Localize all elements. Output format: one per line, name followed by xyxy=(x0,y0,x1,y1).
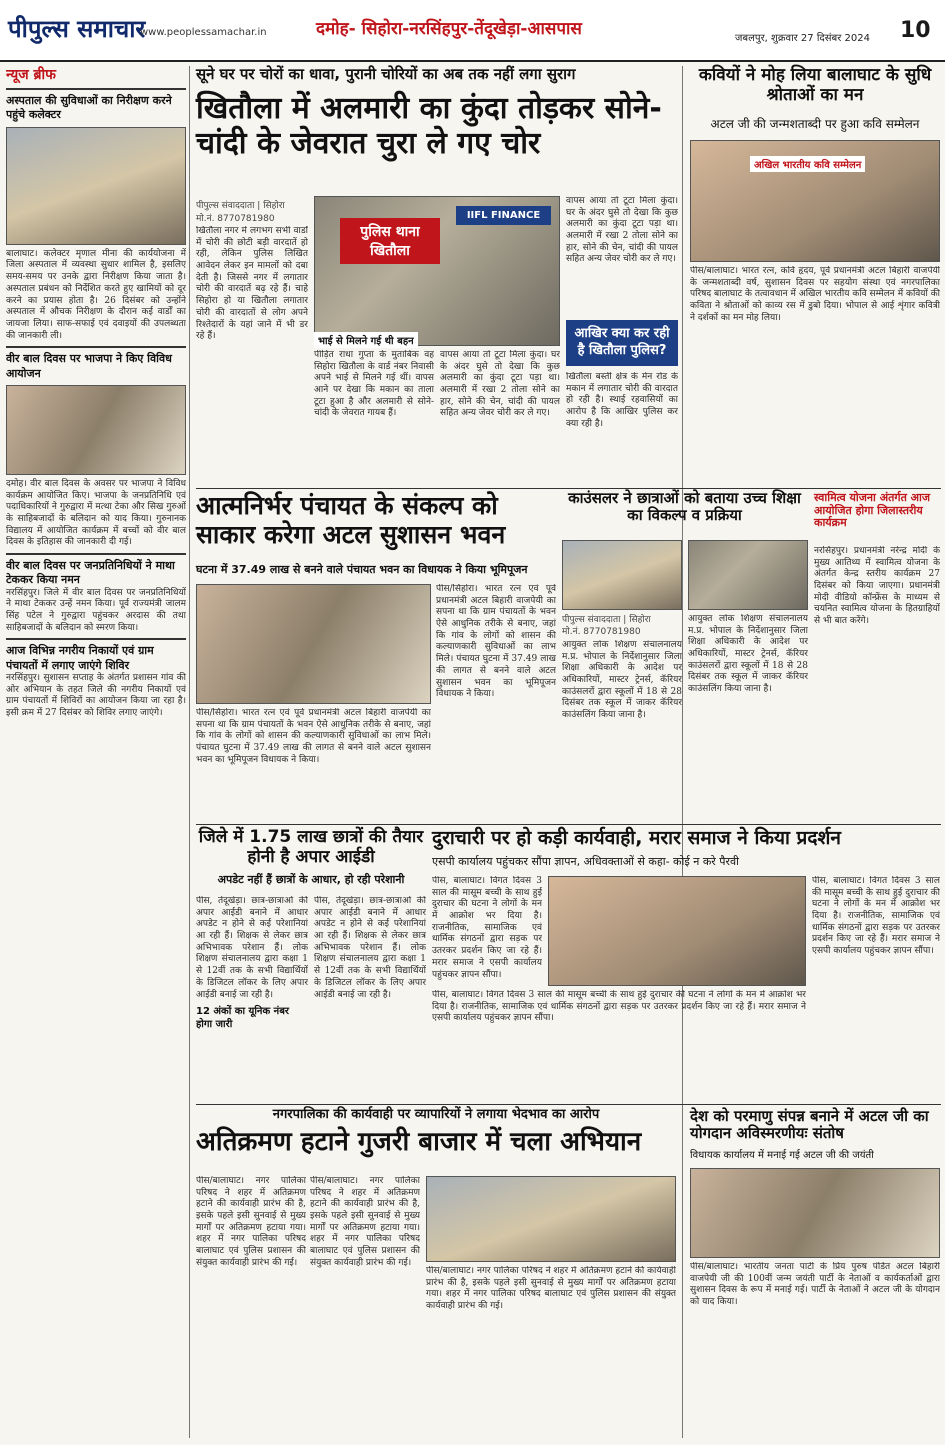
story1-body-col1 xyxy=(196,226,308,481)
counsel-body-col2 xyxy=(688,614,808,818)
gujri-text: पीस/बालाघाट। नगर पालिका परिषद ने शहर में अतिक्रमण हटाने की कार्यवाही प्रारंभ की है, इसके पहले इसी सुनवाई से मुख्य मार्गों पर अतिक्रमण हटाया गया। शहर में नगर पालिका परिषद बालाघाट एवं पुलिस प्रशासन की संयुक्त कार्यवाही प्रारंभ की गई। xyxy=(426,1266,676,1312)
atal-text: पीस/बालाघाट। भारतीय जनता पार्टी के प्रिय पुरुष पंडित अटल बिहारी वाजपेयी जी की 100वीं जन्म जयंती पार्टी के नेताओं व कार्यकर्ताओं द्वारा सुशासन दिवस के रूप में मनाई गई। पार्टी के नेताओं ने अटल जी के योगदान को याद किया। xyxy=(690,1262,940,1308)
brief-headline: वीर बाल दिवस पर भाजपा ने किए विविध आयोजन xyxy=(6,352,172,380)
gujri-text: पीस/बालाघाट। नगर पालिका परिषद ने शहर में अतिक्रमण हटाने की कार्यवाही प्रारंभ की है, इसके पहले इसी सुनवाई से मुख्य मार्गों पर अतिक्रमण हटाया गया। शहर में नगर पालिका परिषद बालाघाट एवं पुलिस प्रशासन की संयुक्त कार्यवाही प्रारंभ की गई। xyxy=(196,1176,306,1268)
masthead xyxy=(0,0,945,62)
hospital-photo xyxy=(6,127,186,245)
news-brief-column xyxy=(6,66,186,1438)
story1-headline: खितौला में अलमारी का कुंदा तोड़कर सोने-चांदी के जेवरात चुरा ले गए चोर xyxy=(196,91,662,161)
apaar-subheading: 12 अंकों का यूनिक नंबर होगा जारी xyxy=(196,1006,289,1031)
brief-body: दमोह। वीर बाल दिवस के अवसर पर भाजपा ने विविध कार्यक्रम आयोजित किए। भाजपा के जनप्रतिनिधि एवं पदाधिकारियों ने गुरुद्वारा में मत्था टेका और सिख गुरुओं के साहिबजादों के बलिदान को याद किया। गुरुनानक विद्यालय में आयोजित कार्यक्रम में बच्चों को वीर बाल दिवस के इतिहास की जानकारी दी गई। xyxy=(6,478,186,548)
story1-body-col4 xyxy=(566,196,678,316)
counsel-body xyxy=(562,640,682,818)
panchayat-text: पीस/सिहोरा। भारत रत्न एवं पूर्व प्रधानमंत्री अटल बिहारी वाजपेयी का सपना था कि ग्राम पंचायतों के भवन ऐसे आधुनिक तरीके से बनाए, जहां कि गांव के लोगों को शासन की कल्याणकारी सुविधाओं का लाभ मिले। पंचायत घुटना में 37.49 लाख की लागत से बनने वाले अटल सुशासन भवन का भूमिपूजन विधायक ने किया। xyxy=(196,708,431,765)
marar-headline: दुराचारी पर हो कड़ी कार्यवाही, मरार समाज ने किया प्रदर्शन xyxy=(432,827,841,849)
counsel-photo xyxy=(562,540,682,610)
gujri-body xyxy=(196,1176,306,1438)
panchayat-headline: आत्मनिर्भर पंचायत के संकल्प को साकार करेगा अटल सुशासन भवन xyxy=(196,491,506,549)
callout-body xyxy=(566,372,678,482)
brief-body: नरसिंहपुर। जिले में वीर बाल दिवस पर जनप्रतिनिधियों ने माथा टेककर उन्हें नमन किया। पूर्व राज्यमंत्री जालम सिंह पटेल ने गुरुद्वारा पहुंचकर अरदास की तथा साहिबजादों के बलिदान को स्मरण किया। xyxy=(6,587,186,633)
swamitva-headline: स्वामित्व योजना अंतर्गत आज आयोजित होगा जिलास्तरीय कार्यक्रम xyxy=(814,491,931,530)
khitaula-police-callout: आखिर क्या कर रही है खितौला पुलिस? xyxy=(566,320,678,366)
apaar-body xyxy=(196,896,308,1098)
police-station-sign: पुलिस थाना खितौला xyxy=(340,218,440,264)
apaar-subhead: अपडेट नहीं हैं छात्रों के आधार, हो रही परेशानी xyxy=(217,873,405,886)
brief-body: बालाघाट। कलेक्टर मृणाल मीना की कार्ययोजना में जिला अस्पताल में व्यवस्था सुधार शामिल है, इसलिए समय-समय पर उनके द्वारा निरीक्षण किया जाता है। अस्पताल प्रबंधन को निर्देशित करते हुए खामियों को दूर करने का प्रयास होता है। 26 दिसंबर को उन्होंने अस्पताल में औचक निरीक्षण के दौरान कई वार्डों का जायजा लिया। साफ-सफाई एवं दवाइयों की उपलब्धता की जानकारी ली। xyxy=(6,248,186,341)
section-divider xyxy=(196,824,941,825)
marar-text: पीस, बालाघाट। विगत दिवस 3 साल की मासूम बच्ची के साथ हुई दुराचार की घटना ने लोगों के मन में आक्रोश भर दिया है। राजनीतिक, सामाजिक एवं धार्मिक संगठनों द्वारा सड़क पर उतरकर प्रदर्शन किए जा रहे हैं। मरार समाज ने एसपी कार्यालय पहुंचकर ज्ञापन सौंपा। xyxy=(432,990,806,1024)
panchayat-body xyxy=(196,708,431,818)
column-divider xyxy=(189,66,190,1438)
panchayat-body-col2 xyxy=(436,584,556,818)
site-url: www.peoplessamachar.in xyxy=(140,27,267,38)
section-divider xyxy=(196,1104,941,1105)
story1-mobile: मो.नं. 8770781980 xyxy=(196,214,275,224)
brief-headline: आज विभिन्न नगरीय निकायों एवं ग्राम पंचायतों में लगाए जाएंगे शिविर xyxy=(6,644,154,672)
story1-body-col3 xyxy=(440,350,560,482)
page-number: 10 xyxy=(900,18,931,43)
column-divider xyxy=(682,1108,683,1438)
swamitva-text: नरसिंहपुर। प्रधानमंत्री नरेन्द्र मोदी के मुख्य आतिथ्य में स्वामित्व योजना के अंतर्गत केन्द्र स्तरीय कार्यक्रम 27 दिसंबर को किया जाएगा। प्रधानमंत्री मोदी वीडियो कॉन्फ्रेंस के माध्यम से चयनित स्वामित्व योजना के हितग्राहियों से भी बात करेंगे। xyxy=(814,546,940,627)
callout-text: खितौला बस्ती क्षेत्र के मेन रोड के मकान में लगातार चोरी की वारदात हो रही है। स्थाई रहवासियों का आरोप है कि आखिर पुलिस कर क्या रही है। xyxy=(566,372,678,429)
counsel-headline: काउंसलर ने छात्राओं को बताया उच्च शिक्षा का विकल्प व प्रक्रिया xyxy=(568,489,801,525)
marar-body-2 xyxy=(432,990,806,1098)
counsel-byline: पीपुल्स संवाददाता | सिहोरा xyxy=(562,615,651,625)
gujri-headline: अतिक्रमण हटाने गुजरी बाजार में चला अभियान xyxy=(196,1127,642,1157)
counsel-text: आयुक्त लोक शिक्षण संचालनालय म.प्र. भोपाल के निर्देशानुसार जिला शिक्षा अधिकारी के आदेश पर अधिकारियों, मास्टर ट्रेनर्स, कॅरियर काउंसलरों द्वारा स्कूलों में 18 से 28 दिसंबर तक स्कूल में जाकर कॅरियर काउंसलिंग किया जाना है। xyxy=(562,640,682,721)
counsel-photo-2 xyxy=(688,540,808,610)
bhoomipujan-photo xyxy=(196,584,431,704)
finance-sign: IIFL FINANCE xyxy=(456,206,551,225)
story1-text: वापस आया तो टूटा मिला कुंदा। घर के अंदर घुसे तो देखा कि कुछ अलमारी का कुंदा टूटा पड़ा था। अलमारी में रखा 2 तोला सोने का हार, सोने की चेन, चांदी की पायल सहित अन्य जेवर चोरी कर ले गए। xyxy=(566,196,678,265)
atal-headline: देश को परमाणु संपन्न बनाने में अटल जी का योगदान अविस्मरणीयः संतोष xyxy=(690,1107,929,1143)
poets-text: पीस/बालाघाट। भारत रत्न, कवि हृदय, पूर्व प्रधानमंत्री अटल बिहारी वाजपेयी के जन्मशताब्दी वर्ष, सुशासन दिवस पर सहयोग संस्था एवं नगरपालिका परिषद बालाघाट के तत्वावधान में अखिल भारतीय कवि सम्मेलन में कवियों की कविता ने श्रोताओं को काव्य रस में डुबो दिया। भोपाल से आई शृंगार कवित्री ने दर्शकों का मन मोह लिया। xyxy=(690,266,940,323)
swamitva-body xyxy=(814,546,940,818)
poets-body xyxy=(690,266,940,484)
atal-subhead: विधायक कार्यालय में मनाई गई अटल जी की जयंती xyxy=(690,1150,874,1161)
story1-body-col2 xyxy=(314,350,434,482)
panchayat-subhead: घटना में 37.49 लाख से बनने वाले पंचायत भवन का विधायक ने किया भूमिपूजन xyxy=(196,563,528,576)
gujri-body-col3 xyxy=(426,1266,676,1438)
brief-headline: वीर बाल दिवस पर जनप्रतिनिधियों ने माथा टेककर किया नमन xyxy=(6,559,175,587)
marar-body-col3 xyxy=(812,876,940,1098)
gujri-kicker: नगरपालिका की कार्यवाही पर व्यापारियों ने लगाया भेदभाव का आरोप xyxy=(272,1107,600,1122)
poets-subhead: अटल जी की जन्मशताब्दी पर हुआ कवि सम्मेलन xyxy=(710,117,920,131)
apaar-body-col2 xyxy=(314,896,426,1098)
apaar-headline: जिले में 1.75 लाख छात्रों की तैयार होनी है अपार आईडी xyxy=(198,827,424,867)
gujri-body-col2 xyxy=(310,1176,420,1438)
bjp-event-photo xyxy=(6,385,186,475)
counsel-mobile: मो.नं. 8770781980 xyxy=(562,627,641,637)
marar-text: पीस, बालाघाट। विगत दिवस 3 साल की मासूम बच्ची के साथ हुई दुराचार की घटना ने लोगों के मन में आक्रोश भर दिया है। राजनीतिक, सामाजिक एवं धार्मिक संगठनों द्वारा सड़क पर उतरकर प्रदर्शन किए जा रहे हैं। मरार समाज ने एसपी कार्यालय पहुंचकर ज्ञापन सौंपा। xyxy=(432,876,542,980)
story1-text: खितौला नगर में लगभग सभी वार्डों में चोरी की छोटी बड़ी वारदातें हो रही, लेकिन पुलिस लिखित आवेदन लेकर इन मामलों को दबा देती है। जिससे नगर में लगातार चोरी की वारदातें बढ़ रहे हैं। चाहे सिहोरा हो या खितौला लगातार चोरी की वारदातों से लोग अपने रिश्तेदारों के यहां जाने में भी डर रहे हैं। xyxy=(196,226,308,342)
brief-label: न्यूज ब्रीफ xyxy=(6,67,56,83)
panchayat-text: पीस/सिहोरा। भारत रत्न एवं पूर्व प्रधानमंत्री अटल बिहारी वाजपेयी का सपना था कि ग्राम पंचायतों के भवन ऐसे आधुनिक तरीके से बनाए, जहां कि गांव के लोगों को शासन की कल्याणकारी सुविधाओं का लाभ मिले। पंचायत घुटना में 37.49 लाख की लागत से बनने वाले अटल सुशासन भवन का भूमिपूजन विधायक ने किया। xyxy=(436,584,556,700)
jayanti-photo xyxy=(690,1168,940,1258)
story1-text: पीड़ित राधा गुप्ता के मुताबिक वह सिहोरा खितौला के वार्ड नंबर निवासी अपने भाई से मिलने गई थीं। वापस आने पर देखा कि मकान का ताला टूटा हुआ है और अलमारी से सोने-चांदी के जेवरात गायब हैं। xyxy=(314,350,434,419)
apaar-text: पीस, तेंदूखेड़ा। छात्र-छात्राओं की अपार आईडी बनाने में आधार अपडेट न होने से कई परेशानियां आ रही हैं। शिक्षक से लेकर छात्र अभिभावक परेशान हैं। लोक शिक्षण संचालनालय द्वारा कक्षा 1 से 12वीं तक के सभी विद्यार्थियों के डिजिटल लॉकर के लिए अपार आईडी बनाई जा रही है। xyxy=(314,896,426,1000)
photo-caption: भाई से मिलने गई थी बहन xyxy=(314,332,418,348)
poets-headline: कवियों ने मोह लिया बालाघाट के सुधि श्रोताओं का मन xyxy=(698,65,932,105)
protest-photo xyxy=(548,876,806,986)
marar-subhead: एसपी कार्यालय पहुंचकर सौंपा ज्ञापन, अधिवक्ताओं से कहा- कोई न करे पैरवी xyxy=(432,855,739,868)
apaar-text: पीस, तेंदूखेड़ा। छात्र-छात्राओं की अपार आईडी बनाने में आधार अपडेट न होने से कई परेशानियां आ रही हैं। शिक्षक से लेकर छात्र अभिभावक परेशान हैं। लोक शिक्षण संचालनालय द्वारा कक्षा 1 से 12वीं तक के सभी विद्यार्थियों के डिजिटल लॉकर के लिए अपार आईडी बनाई जा रही है। xyxy=(196,896,308,1000)
gujri-text: पीस/बालाघाट। नगर पालिका परिषद ने शहर में अतिक्रमण हटाने की कार्यवाही प्रारंभ की है, इसके पहले इसी सुनवाई से मुख्य मार्गों पर अतिक्रमण हटाया गया। शहर में नगर पालिका परिषद बालाघाट एवं पुलिस प्रशासन की संयुक्त कार्यवाही प्रारंभ की गई। xyxy=(310,1176,420,1268)
event-banner: अखिल भारतीय कवि सम्मेलन xyxy=(750,156,865,172)
marar-body xyxy=(432,876,542,986)
atal-body xyxy=(690,1262,940,1438)
brief-headline: अस्पताल की सुविधाओं का निरीक्षण करने पहुंचे कलेक्टर xyxy=(6,94,172,122)
counsel-text: आयुक्त लोक शिक्षण संचालनालय म.प्र. भोपाल के निर्देशानुसार जिला शिक्षा अधिकारी के आदेश पर अधिकारियों, मास्टर ट्रेनर्स, कॅरियर काउंसलरों द्वारा स्कूलों में 18 से 28 दिसंबर तक स्कूल में जाकर कॅरियर काउंसलिंग किया जाना है। xyxy=(688,614,808,695)
edition-title: दमोह- सिहोरा-नरसिंहपुर-तेंदूखेड़ा-आसपास xyxy=(316,19,582,39)
marar-text: पीस, बालाघाट। विगत दिवस 3 साल की मासूम बच्ची के साथ हुई दुराचार की घटना ने लोगों के मन में आक्रोश भर दिया है। राजनीतिक, सामाजिक एवं धार्मिक संगठनों द्वारा सड़क पर उतरकर प्रदर्शन किए जा रहे हैं। मरार समाज ने एसपी कार्यालय पहुंचकर ज्ञापन सौंपा। xyxy=(812,876,940,957)
newspaper-logo: पीपुल्स समाचार xyxy=(8,14,146,43)
story1-text: वापस आया तो टूटा मिला कुंदा। घर के अंदर घुसे तो देखा कि कुछ अलमारी का कुंदा टूटा पड़ा था। अलमारी में रखा 2 तोला सोने का हार, सोने की चेन, चांदी की पायल सहित अन्य जेवर चोरी कर ले गए। xyxy=(440,350,560,419)
story1-kicker: सूने घर पर चोरों का धावा, पुरानी चोरियों का अब तक नहीं लगा सुराग xyxy=(196,65,576,83)
issue-date: जबलपुर, शुक्रवार 27 दिसंबर 2024 xyxy=(735,33,870,44)
brief-body: नरसिंहपुर। सुशासन सप्ताह के अंतर्गत प्रशासन गांव की ओर अभियान के तहत जिले की नगरीय निकायों एवं ग्राम पंचायतों में शिविरों का आयोजन किया जा रहा है। इसी क्रम में 27 दिसंबर को शिविर लगाए जाएंगे। xyxy=(6,672,186,718)
bulldozer-photo xyxy=(426,1176,676,1262)
story1-byline: पीपुल्स संवाददाता | सिहोरा xyxy=(196,201,285,211)
